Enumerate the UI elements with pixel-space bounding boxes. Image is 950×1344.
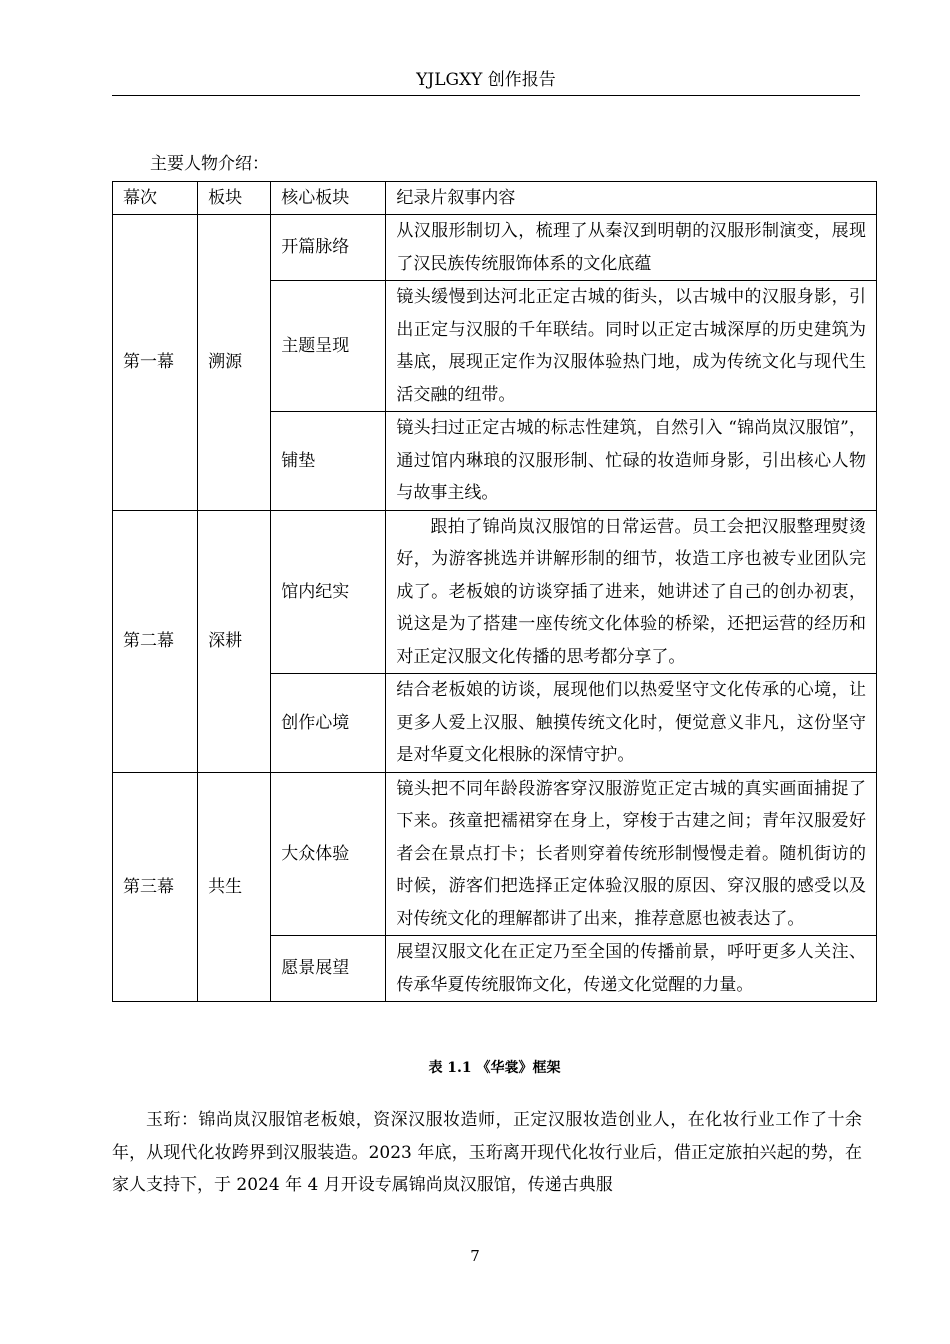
act-cell: 第二幕 [113,510,198,772]
content-cell: 跟拍了锦尚岚汉服馆的日常运营。员工会把汉服整理熨烫好，为游客挑选并讲解形制的细节，妆造工序也被专业团队完成了。老板娘的访谈穿插了进来，她讲述了自己的创办初衷，说这是为了搭建一座传统文化体验的桥梁，还把运营的经历和对正定汉服文化传播的思考都分享了。 [386,510,877,674]
section-cell: 溯源 [198,215,271,511]
documentary-framework-table [112,181,877,1002]
core-cell: 创作心境 [271,674,386,773]
table-row [113,510,877,674]
content-cell: 展望汉服文化在正定乃至全国的传播前景，呼吁更多人关注、传承华夏传统服饰文化，传递文化觉醒的力量。 [386,936,877,1002]
content-cell: 镜头把不同年龄段游客穿汉服游览正定古城的真实画面捕捉了下来。孩童把襦裙穿在身上，穿梭于古建之间；青年汉服爱好者会在景点打卡；长者则穿着传统形制慢慢走着。随机街访的时候，游客们把选择正定体验汉服的原因、穿汉服的感受以及对传统文化的理解都讲了出来，推荐意愿也被表达了。 [386,772,877,936]
page-header: YJLGXY 创作报告 [112,68,860,96]
character-paragraph: 玉珩：锦尚岚汉服馆老板娘，资深汉服妆造师，正定汉服妆造创业人，在化妆行业工作了十余年，从现代化妆跨界到汉服装造。2023 年底，玉珩离开现代化妆行业后，借正定旅拍兴起的势，在家人支持下，于 2024 年 4 月开设专属锦尚岚汉服馆，传递古典服 [112,1110,862,1195]
content-cell: 镜头缓慢到达河北正定古城的街头，以古城中的汉服身影，引出正定与汉服的千年联结。同时以正定古城深厚的历史建筑为基底，展现正定作为汉服体验热门地，成为传统文化与现代生活交融的纽带。 [386,281,877,412]
header-cell-act: 幕次 [113,182,198,215]
content-cell: 结合老板娘的访谈，展现他们以热爱坚守文化传承的心境，让更多人爱上汉服、触摸传统文化时，便觉意义非凡，这份坚守是对华夏文化根脉的深情守护。 [386,674,877,773]
content-cell: 镜头扫过正定古城的标志性建筑，自然引入 “锦尚岚汉服馆”，通过馆内琳琅的汉服形制、忙碌的妆造师身影，引出核心人物与故事主线。 [386,412,877,511]
core-cell: 铺垫 [271,412,386,511]
page-number: 7 [470,1247,480,1265]
table-caption: 表 1.1 《华裳》框架 [428,1060,561,1076]
act-cell: 第一幕 [113,215,198,511]
header-cell-content: 纪录片叙事内容 [386,182,877,215]
core-cell: 主题呈现 [271,281,386,412]
content-cell: 从汉服形制切入，梳理了从秦汉到明朝的汉服形制演变，展现了汉民族传统服饰体系的文化底蕴 [386,215,877,281]
section-cell: 深耕 [198,510,271,772]
table-row [113,215,877,281]
core-cell: 大众体验 [271,772,386,936]
core-cell: 开篇脉络 [271,215,386,281]
table-header-row [113,182,877,215]
core-cell: 愿景展望 [271,936,386,1002]
core-cell: 馆内纪实 [271,510,386,674]
intro-label: 主要人物介绍： [150,154,269,174]
act-cell: 第三幕 [113,772,198,1002]
section-cell: 共生 [198,772,271,1002]
table-row [113,772,877,936]
header-cell-core: 核心板块 [271,182,386,215]
header-cell-section: 板块 [198,182,271,215]
